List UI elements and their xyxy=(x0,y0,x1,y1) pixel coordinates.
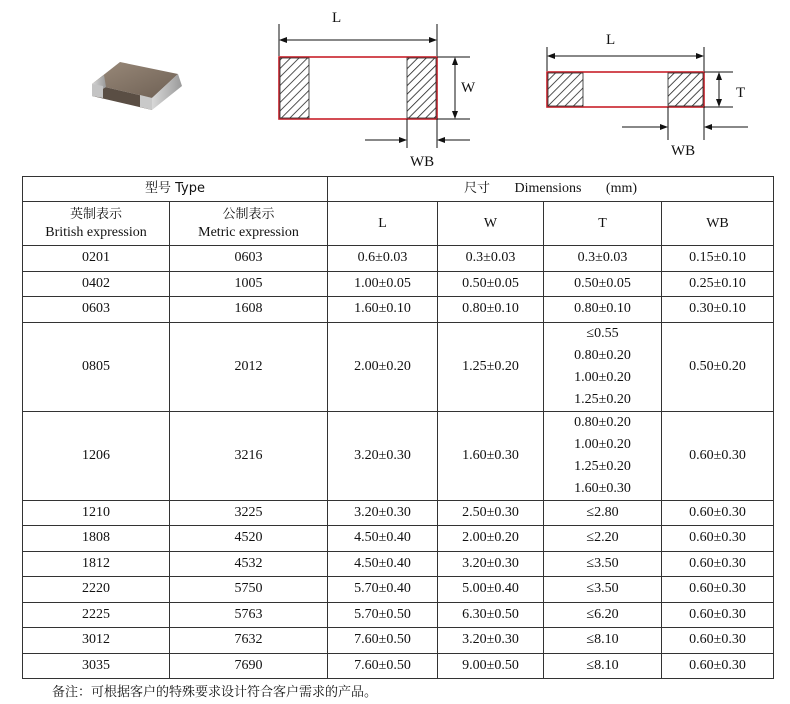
table-row xyxy=(23,297,774,323)
cell-L: 5.70±0.40 xyxy=(328,577,438,603)
dimensions-table xyxy=(22,176,774,679)
label-T: T xyxy=(736,85,746,101)
cell-british: 3012 xyxy=(23,628,170,654)
cell-T-value: 1.25±0.20 xyxy=(574,458,631,474)
cell-L: 1.00±0.05 xyxy=(328,271,438,297)
cell-british: 3035 xyxy=(23,653,170,679)
table-row xyxy=(23,246,774,272)
cell-british: 2220 xyxy=(23,577,170,603)
cell-L: 3.20±0.30 xyxy=(328,411,438,500)
cell-british: 0603 xyxy=(23,297,170,323)
header-row-top xyxy=(23,177,774,202)
cell-T-value: 0.80±0.10 xyxy=(574,301,631,317)
cell-WB: 0.60±0.30 xyxy=(662,500,774,526)
cell-T-value: ≤6.20 xyxy=(586,606,619,622)
table-row xyxy=(23,628,774,654)
cell-T xyxy=(544,322,662,411)
cell-W: 1.60±0.30 xyxy=(438,411,544,500)
cell-T-value: ≤3.50 xyxy=(586,555,619,571)
cell-british: 1210 xyxy=(23,500,170,526)
cell-WB: 0.60±0.30 xyxy=(662,411,774,500)
dimension-figure xyxy=(0,0,790,175)
cell-T-value: 1.60±0.30 xyxy=(574,480,631,496)
british-header: 英制表示 British expression xyxy=(23,202,170,246)
cell-L: 7.60±0.50 xyxy=(328,628,438,654)
cell-L: 5.70±0.50 xyxy=(328,602,438,628)
cell-WB: 0.30±0.10 xyxy=(662,297,774,323)
cell-W: 5.00±0.40 xyxy=(438,577,544,603)
cell-metric: 3225 xyxy=(170,500,328,526)
cell-T-value: 0.3±0.03 xyxy=(577,250,628,266)
cell-metric: 0603 xyxy=(170,246,328,272)
col-header-WB: WB xyxy=(662,202,774,246)
cell-T xyxy=(544,526,662,552)
cell-L: 3.20±0.30 xyxy=(328,500,438,526)
cell-W: 2.00±0.20 xyxy=(438,526,544,552)
table-row xyxy=(23,271,774,297)
cell-T-value: ≤2.80 xyxy=(586,504,619,520)
dimensions-header-unit: (mm) xyxy=(605,181,638,196)
cell-W: 0.80±0.10 xyxy=(438,297,544,323)
cell-W: 6.30±0.50 xyxy=(438,602,544,628)
cell-british: 0201 xyxy=(23,246,170,272)
header-row-columns xyxy=(23,202,774,246)
cell-T-value: ≤8.10 xyxy=(586,632,619,648)
cell-WB: 0.15±0.10 xyxy=(662,246,774,272)
label-L: L xyxy=(332,10,342,26)
cell-T xyxy=(544,602,662,628)
label-WB: WB xyxy=(410,154,435,170)
cell-british: 0805 xyxy=(23,322,170,411)
footnote: 备注：可根据客户的特殊要求设计符合客户需求的产品。 xyxy=(52,685,378,700)
cell-T-value: ≤2.20 xyxy=(586,530,619,546)
col-header-L: L xyxy=(328,202,438,246)
side-view-diagram xyxy=(547,32,748,159)
cell-L: 1.60±0.10 xyxy=(328,297,438,323)
cell-WB: 0.25±0.10 xyxy=(662,271,774,297)
col-header-W: W xyxy=(438,202,544,246)
cell-W: 3.20±0.30 xyxy=(438,628,544,654)
cell-T xyxy=(544,271,662,297)
cell-T-value: 0.50±0.05 xyxy=(574,275,631,291)
cell-metric: 7690 xyxy=(170,653,328,679)
dimension-diagrams xyxy=(0,0,790,175)
cell-T-value: 0.80±0.20 xyxy=(574,347,631,363)
cell-metric: 5750 xyxy=(170,577,328,603)
cell-W: 1.25±0.20 xyxy=(438,322,544,411)
label-WB-side: WB xyxy=(671,143,696,159)
cell-T xyxy=(544,297,662,323)
table-row xyxy=(23,577,774,603)
table-body xyxy=(23,246,774,679)
cell-metric: 2012 xyxy=(170,322,328,411)
cell-metric: 7632 xyxy=(170,628,328,654)
cell-british: 1206 xyxy=(23,411,170,500)
cell-T-value: 0.80±0.20 xyxy=(574,414,631,430)
cell-T xyxy=(544,246,662,272)
cell-WB: 0.60±0.30 xyxy=(662,551,774,577)
cell-T-value: ≤3.50 xyxy=(586,581,619,597)
cell-WB: 0.50±0.20 xyxy=(662,322,774,411)
cell-T-value: ≤8.10 xyxy=(586,657,619,673)
cell-metric: 5763 xyxy=(170,602,328,628)
table-row xyxy=(23,500,774,526)
cell-L: 2.00±0.20 xyxy=(328,322,438,411)
cell-W: 0.3±0.03 xyxy=(438,246,544,272)
cell-T xyxy=(544,653,662,679)
cell-WB: 0.60±0.30 xyxy=(662,526,774,552)
cell-T xyxy=(544,577,662,603)
cell-W: 0.50±0.05 xyxy=(438,271,544,297)
cell-T xyxy=(544,628,662,654)
cell-W: 9.00±0.50 xyxy=(438,653,544,679)
cell-metric: 4532 xyxy=(170,551,328,577)
label-L-side: L xyxy=(606,32,616,48)
cell-W: 3.20±0.30 xyxy=(438,551,544,577)
cell-metric: 1608 xyxy=(170,297,328,323)
cell-T-value: 1.25±0.20 xyxy=(574,391,631,407)
cell-L: 4.50±0.40 xyxy=(328,526,438,552)
cell-T xyxy=(544,411,662,500)
cell-metric: 1005 xyxy=(170,271,328,297)
chip-image xyxy=(92,62,182,110)
cell-british: 2225 xyxy=(23,602,170,628)
table-row xyxy=(23,602,774,628)
cell-british: 1812 xyxy=(23,551,170,577)
dimensions-header-en: Dimensions xyxy=(514,181,582,196)
table-row xyxy=(23,653,774,679)
label-W: W xyxy=(461,80,476,96)
cell-L: 4.50±0.40 xyxy=(328,551,438,577)
table-row xyxy=(23,551,774,577)
metric-header: 公制表示 Metric expression xyxy=(170,202,328,246)
cell-T xyxy=(544,551,662,577)
cell-L: 7.60±0.50 xyxy=(328,653,438,679)
cell-british: 0402 xyxy=(23,271,170,297)
cell-WB: 0.60±0.30 xyxy=(662,628,774,654)
cell-T-value: 1.00±0.20 xyxy=(574,436,631,452)
table-row xyxy=(23,322,774,411)
cell-WB: 0.60±0.30 xyxy=(662,602,774,628)
cell-L: 0.6±0.03 xyxy=(328,246,438,272)
cell-T xyxy=(544,500,662,526)
table-row xyxy=(23,526,774,552)
cell-metric: 4520 xyxy=(170,526,328,552)
type-header: 型号 Type xyxy=(23,177,328,202)
cell-W: 2.50±0.30 xyxy=(438,500,544,526)
col-header-T: T xyxy=(544,202,662,246)
table-row xyxy=(23,411,774,500)
cell-WB: 0.60±0.30 xyxy=(662,653,774,679)
top-view-diagram xyxy=(279,10,476,170)
cell-british: 1808 xyxy=(23,526,170,552)
dimensions-header-cn: 尺寸 xyxy=(464,181,491,196)
cell-metric: 3216 xyxy=(170,411,328,500)
cell-T-value: 1.00±0.20 xyxy=(574,369,631,385)
cell-WB: 0.60±0.30 xyxy=(662,577,774,603)
dimensions-header xyxy=(328,177,774,202)
cell-T-value: ≤0.55 xyxy=(586,325,619,341)
